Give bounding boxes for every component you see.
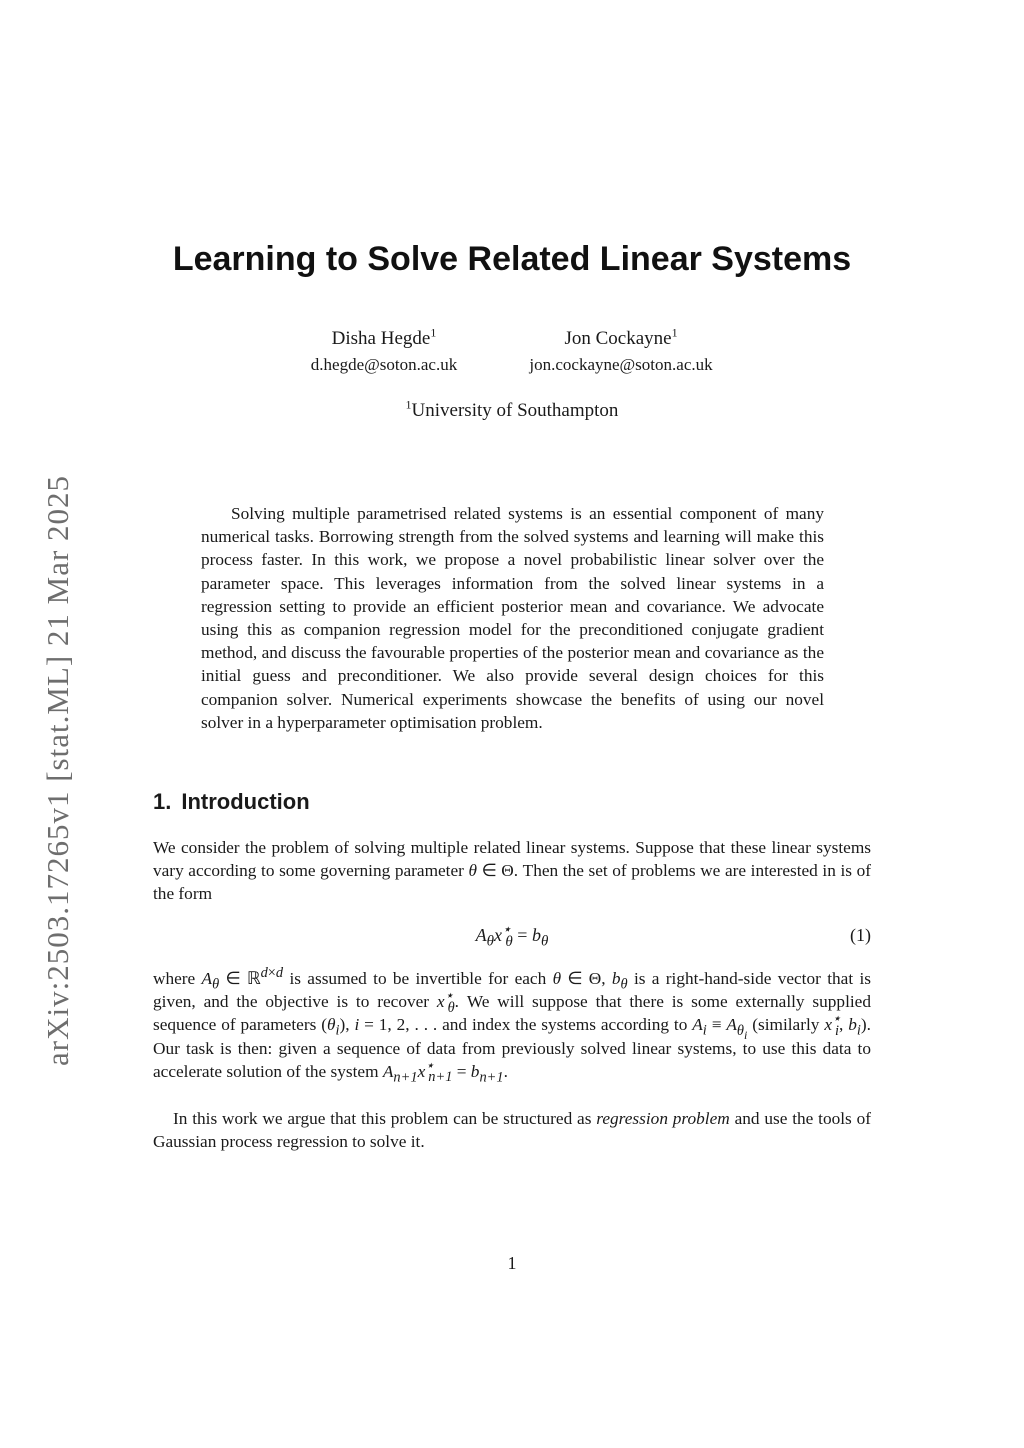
arxiv-identifier: arXiv:2503.17265v1 [stat.ML] 21 Mar 2025: [40, 474, 75, 1066]
emphasis: regression problem: [596, 1109, 730, 1128]
equation-number: (1): [850, 925, 871, 945]
section-number: 1.: [153, 789, 172, 814]
author-block: [508, 325, 734, 375]
intro-paragraph-2: where $A_\theta$ ∈ ℝ$^{d\times d}$ is assumed to be invertible for each θ ∈ Θ, $b_\theta$ is a right-hand-side vector that is given, and the objective is to recover $x^⋆_\theta$. We will suppose that there is some externally supplied sequence of parameters $(\theta_i)$, i = 1, 2, . . . and index the systems according to $A_i \equiv A_{\theta_i}$ (similarly $x^⋆_i$, $b_i$). Our task is then: given a sequence of data from previously solved linear systems, to use this data to accelerate solution of the system $A_{n+1}x^⋆_{n+1} = b_{n+1}$.: [153, 965, 871, 1086]
intro-paragraph-3: In this work we argue that this problem can be structured as regression problem and use the tools of Gaussian process regression to solve it.: [153, 1109, 871, 1152]
equation-1: [153, 922, 871, 951]
intro-paragraph-1: We consider the problem of solving multiple related linear systems. Suppose that these linear systems vary according to some governing parameter θ ∈ Θ. Then the set of problems we are interested in is of the form: [153, 838, 871, 904]
author-name: Jon Cockayne$^1$: [564, 325, 678, 349]
section-heading: [153, 789, 310, 815]
paper-title: Learning to Solve Related Linear Systems: [172, 240, 852, 278]
author-email: d.hegde@soton.ac.uk: [310, 355, 458, 374]
affiliation-mark: 1: [430, 325, 437, 340]
equation-body: $A_\theta x^⋆_\theta = b_\theta$: [475, 922, 549, 950]
affiliation: $^1$University of Southampton: [405, 397, 619, 421]
affiliation-mark: 1: [671, 325, 678, 340]
author-block: [284, 325, 484, 375]
author-name: Disha Hegde$^1$: [331, 325, 437, 349]
page-number: 1: [507, 1253, 517, 1273]
abstract: Solving multiple parametrised related systems is an essential component of many numerical tasks. Borrowing strength from the solved systems and learning will make this process faster. In this work, we propose a novel probabilistic linear solver over the parameter space. This leverages information from the solved linear systems in a regression setting to provide an efficient posterior mean and covariance. We advocate using this as companion regression model for the preconditioned conjugate gradient method, and discuss the favourable properties of the posterior mean and covariance as the initial guess and preconditioner. We also provide several design choices for this companion solver. Numerical experiments showcase the benefits of using our novel solver in a hyperparameter optimisation problem.: [201, 504, 824, 732]
section-title: Introduction: [181, 789, 310, 814]
author-email: jon.cockayne@soton.ac.uk: [529, 355, 713, 374]
